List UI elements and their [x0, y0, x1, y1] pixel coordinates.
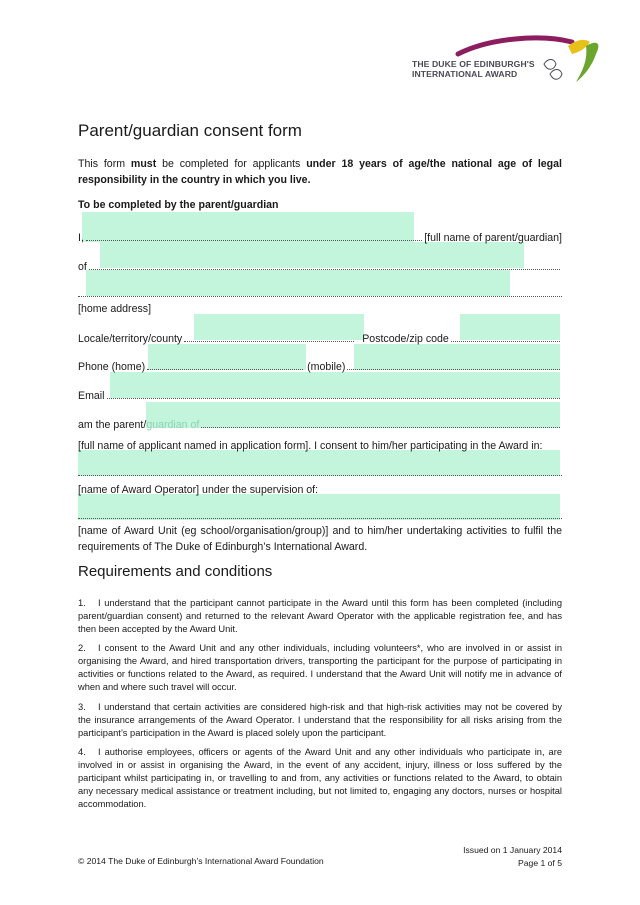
dotted-line	[89, 269, 560, 270]
home-address-field-2[interactable]	[86, 270, 510, 296]
applicant-note-row: [full name of applicant named in application form]. I consent to him/her participating in the Award in:	[78, 440, 543, 452]
unit-dotted-line	[78, 518, 562, 519]
award-unit-field[interactable]	[78, 494, 560, 520]
dotted-line	[86, 240, 422, 241]
email-row: Email	[78, 386, 562, 402]
condition-4: 4. I authorise employees, officers or agents of the Award Unit and any other individuals who participate in, are involved in or assist in organising the Award, in the event of any accident, injury, illness or loss suffered by the participant whilst participating in, or travelling to and from, any activities or functions related to the Award, to obtain any necessary medical assistance or treatment including, but not limited to, engaging any doctors, nurses or hospital accommodation.	[78, 747, 562, 809]
dotted-line	[107, 398, 561, 399]
parent-name-row: I, [full name of parent/guardian]	[78, 232, 562, 244]
intro-paragraph: This form must be completed for applicants under 18 years of age/the national age of legal responsibility in the country in which you live.	[78, 158, 562, 186]
phone-row: Phone (home) (mobile)	[78, 357, 562, 373]
footer-copyright: © 2014 The Duke of Edinburgh’s International Award Foundation	[78, 856, 324, 866]
footer-info	[463, 844, 562, 870]
requirements-heading: Requirements and conditions	[78, 563, 273, 580]
dotted-line	[451, 341, 560, 342]
page-number: Page 1 of 5	[518, 858, 562, 868]
dotted-line	[201, 427, 560, 428]
issued-date: Issued on 1 January 2014	[463, 845, 562, 855]
address-dotted-line-2	[78, 296, 562, 297]
logo-wordmark: THE DUKE OF EDINBURGH'S INTERNATIONAL AWARD	[412, 59, 535, 79]
home-address-label-row: [home address]	[78, 303, 152, 315]
unit-note: [name of Award Unit (eg school/organisation/group)] and to him/her undertaking activities to fulfil the requirements of The Duke of Edinburgh’s International Award.	[78, 525, 562, 553]
locale-row: Locale/territory/county Postcode/zip code	[78, 329, 562, 345]
operator-note-row: [name of Award Operator] under the supervision of:	[78, 484, 319, 496]
award-operator-field[interactable]	[78, 450, 560, 476]
condition-3: 3. I understand that certain activities are considered high-risk and that high-risk activities may not be covered by the insurance arrangements of the Award Operator. I understand that the responsibility for all risks arising from the participant’s participation in the Award is placed solely upon the participant.	[78, 702, 562, 738]
dotted-line	[184, 341, 354, 342]
section-label: To be completed by the parent/guardian	[78, 199, 279, 211]
page-title: Parent/guardian consent form	[78, 121, 302, 140]
operator-dotted-line	[78, 475, 562, 476]
condition-1: 1. I understand that the participant cannot participate in the Award until this form has been completed (including parent/guardian consent) and returned to the relevant Award Operator with the applicable registration fee, and has then been accepted by the Award Unit.	[78, 598, 562, 634]
dotted-line	[347, 369, 560, 370]
address-row-1: of	[78, 257, 562, 273]
parent-of-row: am the parent/ guardian of	[78, 415, 562, 431]
condition-2: 2. I consent to the Award Unit and any other individuals, including volunteers*, who are involved in or assist in organising the Award, and hired transportation drivers, transporting the participant for the purpose of participating in activities or functions related to the Award, as required. I understand that the Award Unit will notify me in advance of when and where such travel will occur.	[78, 643, 562, 692]
dotted-line	[147, 369, 303, 370]
dofe-logo	[410, 34, 606, 90]
